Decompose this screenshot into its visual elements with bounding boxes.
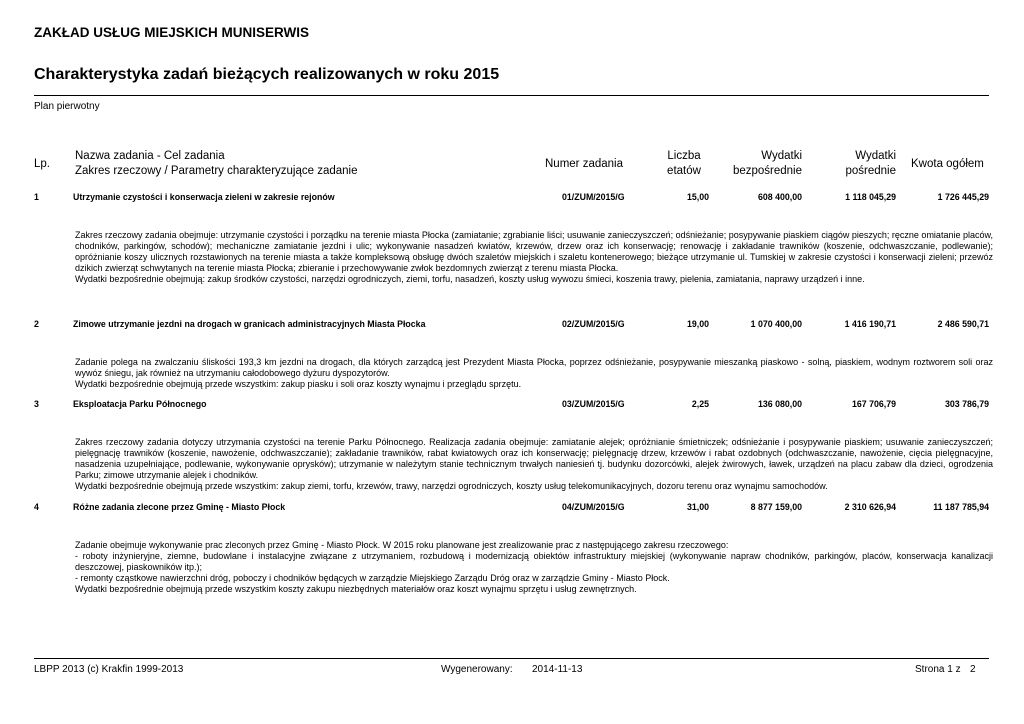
task-indirect: 167 706,79 — [851, 399, 896, 409]
task-number: 02/ZUM/2015/G — [562, 319, 625, 329]
task-number: 03/ZUM/2015/G — [562, 399, 625, 409]
description-paragraph: Wydatki bezpośrednie obejmują przede wszystkim koszty zakupu niezbędnych materiałów oraz koszt wynajmu sprzętu i usług zewnętrznych. — [75, 584, 637, 595]
task-direct: 8 877 159,00 — [750, 502, 802, 512]
description-paragraph: Zakres rzeczowy zadania obejmuje: utrzymanie czystości i porządku na terenie miasta Płocka (zamiatanie; zgrabianie liści; usuwanie zanieczyszczeń; odśnieżanie; posypywanie piaskiem ciągów pieszych; ręczne omiatanie placów, chodników, parkingów, schodów); mechaniczne zamiatanie jezdni i ulic; wykonywanie nasadzeń kwiatów, krzewów, drzew oraz ich konserwację; renowację i zakładanie trawników (koszenie, odchwaszczanie, podlewanie); opróżnianie koszy ulicznych rozstawionych na terenie miasta a także kompleksową obsługę dwóch szaletów miejskich i szaletu kontenerowego; bieżące utrzymanie ul. Tumskiej w zakresie czystości i konserwacji zieleni; przewóz dzikich zwierząt schwytanych na terenie miasta Płocka; zbieranie i przechowywanie zwłok bezdomnych zwierząt z terenu miasta Płocka. — [75, 230, 993, 274]
plan-label: Plan pierwotny — [34, 101, 100, 112]
task-name: Utrzymanie czystości i konserwacja zieleni w zakresie rejonów — [73, 192, 335, 202]
task-lp: 2 — [34, 319, 39, 329]
col-direct-line2: bezpośrednie — [732, 165, 802, 177]
col-name-line1: Nazwa zadania - Cel zadania — [75, 150, 225, 162]
col-lp: Lp. — [34, 158, 50, 170]
task-direct: 1 070 400,00 — [750, 319, 802, 329]
task-name: Różne zadania zlecone przez Gminę - Miasto Płock — [73, 502, 286, 512]
task-number: 01/ZUM/2015/G — [562, 192, 625, 202]
footer-software: LBPP 2013 (c) Krakfin 1999-2013 — [34, 664, 184, 675]
footer-generated-date: 2014-11-13 — [532, 664, 583, 675]
task-indirect: 1 118 045,29 — [845, 192, 896, 202]
col-indirect — [800, 149, 896, 179]
footer-generated-label: Wygenerowany: — [441, 664, 513, 675]
col-direct — [700, 149, 802, 179]
task-direct: 136 080,00 — [757, 399, 802, 409]
description-paragraph: Zadanie polega na zwalczaniu śliskości 193,3 km jezdni na drogach, dla których zarządcą jest Prezydent Miasta Płocka, poprzez odśnieżanie, posypywanie mieszanką piaskowo - solną, piaskiem, wodnym roztworem soli oraz wywóz śniegu, jak również na utrzymaniu całodobowego dyżuru dyspozytorów. — [75, 357, 993, 379]
col-number: Numer zadania — [545, 158, 623, 170]
task-fte: 19,00 — [686, 319, 709, 329]
col-total: Kwota ogółem — [911, 158, 984, 170]
task-total: 303 786,79 — [944, 399, 989, 409]
description-paragraph: - remonty cząstkowe nawierzchni dróg, poboczy i chodników będących w zarządzie Miejskiego Zarządu Dróg oraz w zarządzie Gminy - Miasto Płock. — [75, 573, 670, 584]
col-fte-line2: etatów — [667, 165, 701, 177]
task-total: 11 187 785,94 — [933, 502, 989, 512]
header-divider — [34, 95, 989, 96]
footer-divider — [34, 658, 989, 659]
description-paragraph: Wydatki bezpośrednie obejmują: zakup środków czystości, narzędzi ogrodniczych, ziemi, torfu, nasadzeń, koszty usług wywozu śmieci, koszenia trawy, pielenia, zamiatania, naprawy urządzeń i inne. — [75, 274, 865, 285]
page-title: Charakterystyka zadań bieżących realizowanych w roku 2015 — [34, 66, 500, 83]
task-fte: 2,25 — [691, 399, 709, 409]
task-lp: 1 — [34, 192, 39, 202]
col-direct-line1: Wydatki — [761, 150, 802, 162]
col-indirect-line2: pośrednie — [845, 165, 896, 177]
description-paragraph: Zadanie obejmuje wykonywanie prac zleconych przez Gminę - Miasto Płock. W 2015 roku planowane jest zrealizowanie prac z następującego zakresu rzeczowego: — [75, 540, 729, 550]
task-direct: 608 400,00 — [757, 192, 802, 202]
col-name-line2: Zakres rzeczowy / Parametry charakteryzujące zadanie — [75, 165, 358, 177]
col-indirect-line1: Wydatki — [855, 150, 896, 162]
footer-page-total: 2 — [970, 664, 976, 675]
task-fte: 31,00 — [686, 502, 709, 512]
task-indirect: 2 310 626,94 — [844, 502, 896, 512]
task-fte: 15,00 — [686, 192, 709, 202]
col-fte-line1: Liczba — [667, 150, 701, 162]
task-name: Eksploatacja Parku Północnego — [73, 399, 207, 409]
task-lp: 3 — [34, 399, 39, 409]
description-paragraph: - roboty inżynieryjne, ziemne, budowlane i instalacyjne związane z utrzymaniem, rozbudową i modernizacją obiektów infrastruktury miejskiej (wykonywanie napraw chodników, parkingów, placów, konserwacja kanalizacji deszczowej, piaskowników itp.); — [75, 551, 993, 573]
description-paragraph: Zakres rzeczowy zadania dotyczy utrzymania czystości na terenie Parku Północnego. Realizacja zadania obejmuje: zamiatanie alejek; opróżnianie śmietniczek; odśnieżanie i posypywanie piaskiem; usuwanie zanieczyszczeń; pielęgnację trawników (koszenie, nawożenie, odchwaszczanie); zakładanie trawników, rabat kwiatowych oraz ich konserwację; pielęgnację drzew, krzewów i rabat ozdobnych (odchwaszczanie, nawożenie, cięcia pielęgnacyjne, nasadzenia uzupełniające, podlewanie, wykonywanie oprysków); utrzymanie w należytym stanie technicznym trwałych naniesień tj. budynku dozorcówki, alejek żwirowych, ławek, urządzeń na placu zabaw dla dzieci, ogrodzenia Parku; zimowe utrzymanie alejek i chodników. — [75, 437, 993, 481]
task-description — [75, 230, 993, 285]
task-number: 04/ZUM/2015/G — [562, 502, 625, 512]
description-paragraph: Wydatki bezpośrednie obejmują przede wszystkim: zakup ziemi, torfu, krzewów, trawy, narzędzi ogrodniczych, koszty usług telekomunikacyjnych, dozoru terenu oraz wynajmu samochodów. — [75, 481, 828, 492]
task-description — [75, 540, 993, 595]
task-indirect: 1 416 190,71 — [844, 319, 896, 329]
task-name: Zimowe utrzymanie jezdni na drogach w granicach administracyjnych Miasta Płocka — [73, 319, 426, 329]
task-description — [75, 357, 993, 390]
task-lp: 4 — [34, 502, 39, 512]
task-total: 1 726 445,29 — [937, 192, 989, 202]
footer-page-label: Strona 1 z — [915, 664, 961, 675]
task-total: 2 486 590,71 — [937, 319, 989, 329]
organization-name: ZAKŁAD USŁUG MIEJSKICH MUNISERWIS — [34, 25, 310, 40]
col-name — [75, 149, 358, 179]
task-description — [75, 437, 993, 492]
description-paragraph: Wydatki bezpośrednie obejmują przede wszystkim: zakup piasku i soli oraz koszty wynajmu i przeglądu sprzętu. — [75, 379, 522, 390]
